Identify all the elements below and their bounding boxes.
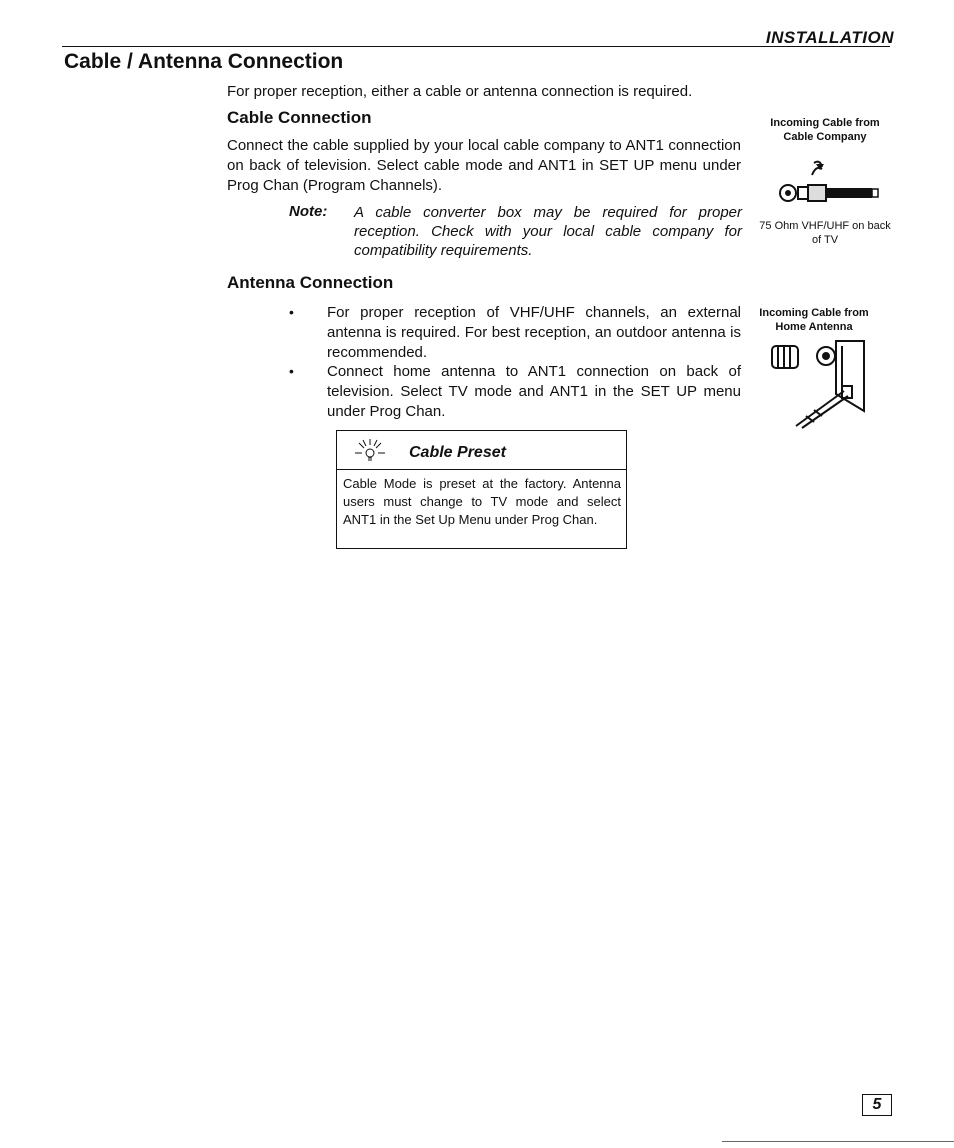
cable-preset-box	[336, 430, 627, 549]
cable-figure-caption: 75 Ohm VHF/UHF on back of TV	[759, 220, 891, 246]
lightbulb-icon	[345, 435, 395, 465]
note-label: Note:	[289, 203, 328, 220]
cable-figure-label: Incoming Cable from Cable Company	[770, 117, 880, 143]
cable-connection-heading: Cable Connection	[227, 108, 372, 127]
cable-preset-text: Cable Mode is preset at the factory. Antenna users must change to TV mode and select ANT1 in the Set Up Menu under Prog Chan.	[343, 476, 621, 527]
section-header: INSTALLATION	[765, 28, 894, 47]
note-text: A cable converter box may be required for proper reception. Check with your local cable company for compatibility requirements.	[354, 204, 742, 259]
antenna-bullet-1: For proper reception of VHF/UHF channels, an external antenna is required. For best reception, an outdoor antenna is recommended.	[327, 304, 741, 361]
coax-connector-icon	[772, 155, 882, 210]
antenna-bullet-2: Connect home antenna to ANT1 connection on back of television. Select TV mode and ANT1 in the SET UP menu under Prog Chan.	[327, 363, 741, 420]
footer-rule	[722, 1141, 954, 1142]
antenna-figure-label: Incoming Cable from Home Antenna	[759, 307, 869, 333]
bullet-marker: •	[289, 363, 294, 379]
header-rule	[62, 46, 890, 47]
intro-text: For proper reception, either a cable or antenna connection is required.	[227, 83, 693, 100]
cable-connection-text: Connect the cable supplied by your local cable company to ANT1 connection on back of television. Select cable mode and ANT1 in SET UP menu under Prog Chan (Program Channels).	[227, 137, 741, 194]
cable-preset-title: Cable Preset	[409, 444, 506, 461]
bullet-marker: •	[289, 304, 294, 320]
preset-divider	[337, 469, 626, 470]
page-number: 5	[862, 1094, 892, 1116]
page-title: Cable / Antenna Connection	[64, 50, 344, 73]
antenna-adapter-icon	[766, 336, 876, 431]
antenna-connection-heading: Antenna Connection	[227, 273, 394, 292]
